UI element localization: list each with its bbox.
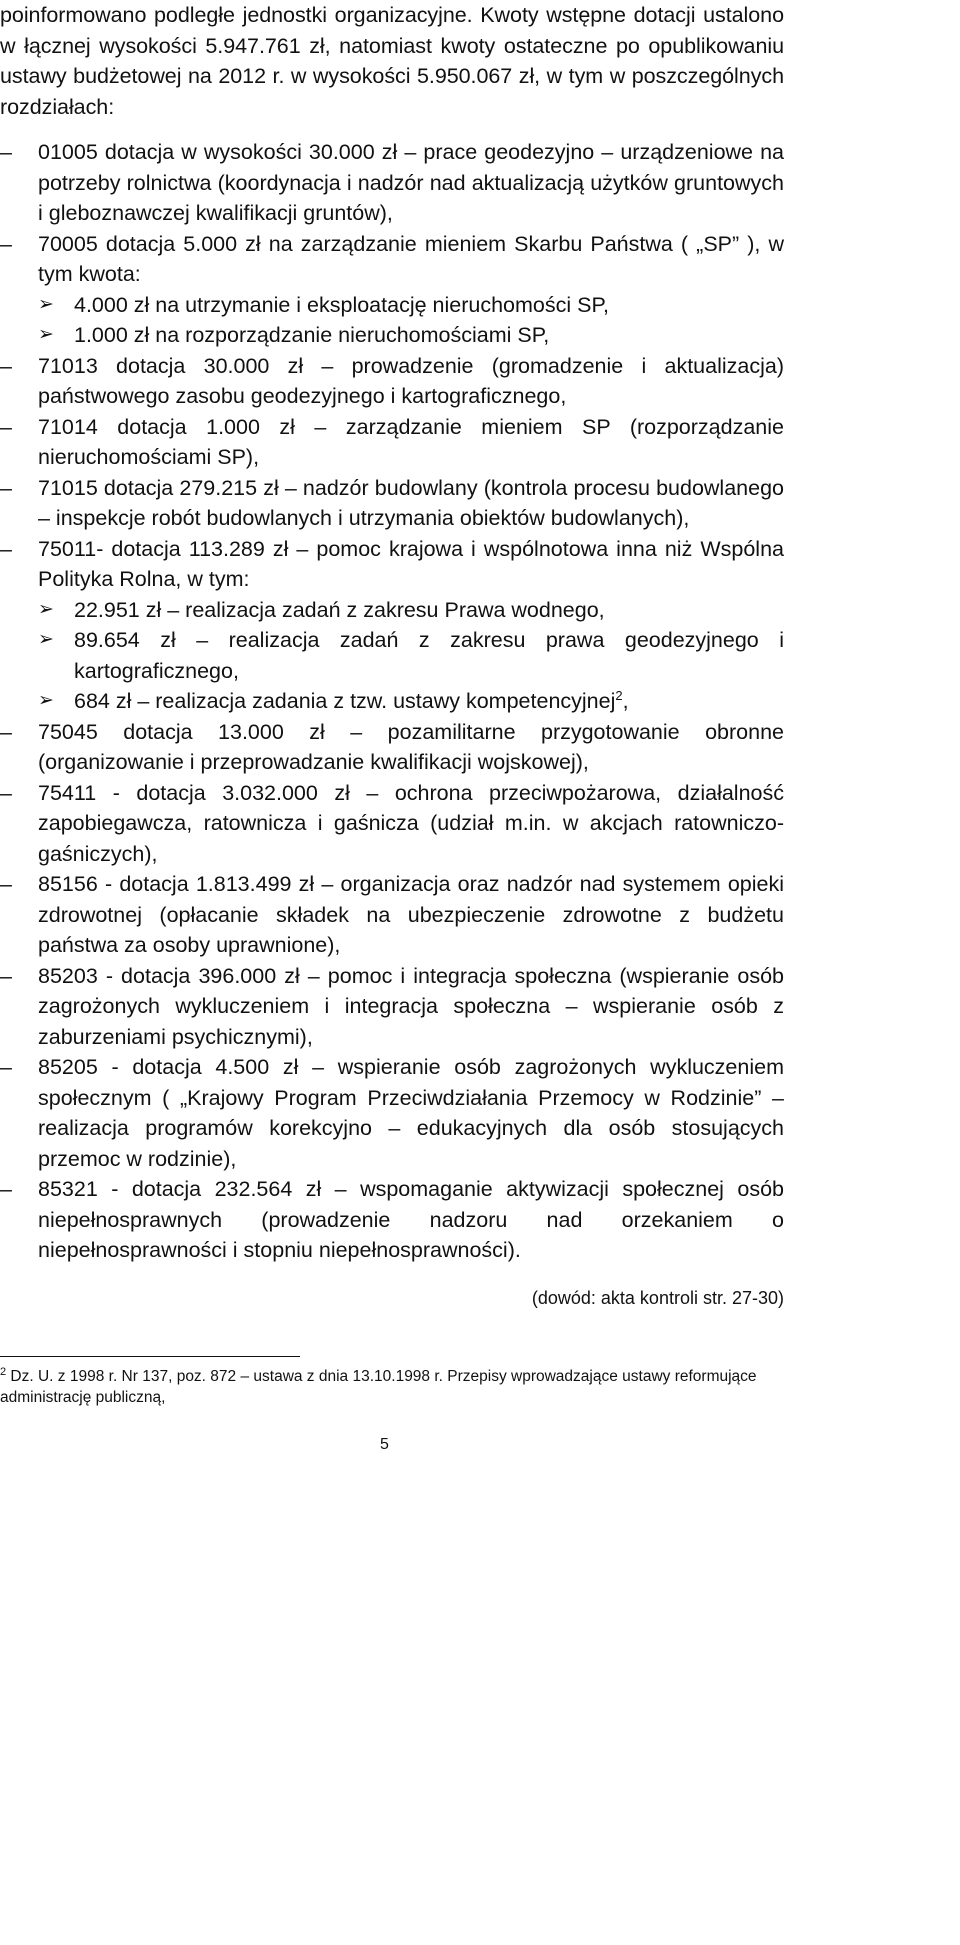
item-text: 71013 dotacja 30.000 zł – prowadzenie (gromadzenie i aktualizacja) państwowego zasobu geodezyjnego i kartograficznego, (38, 353, 784, 408)
item-text: 71014 dotacja 1.000 zł – zarządzanie mieniem SP (rozporządzanie nieruchomościami SP), (38, 414, 784, 469)
dash-bullet: – (0, 140, 12, 164)
item-text: 85205 - dotacja 4.500 zł – wspieranie osób zagrożonych wykluczeniem społecznym ( „Krajowy Program Przeciwdziałania Przemocy w Rodzinie” – realizacja programów korekcyjno – edukacyjnych dla osób stosujących przemoc w rodzinie), (38, 1055, 784, 1171)
dash-bullet: – (0, 353, 12, 378)
dash-bullet: – (0, 1177, 12, 1201)
item-text: 70005 dotacja 5.000 zł na zarządzanie mieniem Skarbu Państwa ( „SP” ), w tym kwota: (38, 231, 784, 286)
source-reference: (dowód: akta kontroli str. 27-30) (531, 1288, 784, 1308)
intro-paragraph: poinformowano podległe jednostki organizacyjne. Kwoty wstępne dotacji ustalono w łącznej wysokości 5.947.761 zł, natomiast kwoty ostateczne po opublikowaniu ustawy budżetowej na 2012 r. w wysokości 5.950.067 zł, w tym w poszczególnych rozdziałach: (0, 3, 784, 119)
footnote-divider (0, 1356, 300, 1357)
footnote-mark: 2 (0, 1365, 7, 1378)
footnote-text: Dz. U. z 1998 r. Nr 137, poz. 872 – ustawa z dnia 13.10.1998 r. Przepisy wprowadzające ustawy reformujące administrację publiczną, (0, 1368, 757, 1406)
list-item (0, 869, 784, 961)
allocation-list (0, 137, 784, 1266)
item-text: 75011- dotacja 113.289 zł – pomoc krajowa i wspólnotowa inna niż Wspólna Polityka Rolna, w tym: (38, 536, 784, 591)
item-text: 85203 - dotacja 396.000 zł – pomoc i integracja społeczna (wspieranie osób zagrożonych wykluczeniem i integracja społeczna – wspieranie osób z zaburzeniami psychicznymi), (38, 963, 784, 1049)
arrow-bullet-icon: ➢ (38, 293, 54, 315)
sublist-text: 1.000 zł na rozporządzanie nieruchomościami SP, (74, 323, 550, 347)
dash-bullet: – (0, 872, 12, 896)
list-item (0, 137, 784, 229)
sublist-item (0, 625, 784, 686)
item-text: 85321 - dotacja 232.564 zł – wspomaganie aktywizacji społecznej osób niepełnosprawnych (prowadzenie nadzoru nad orzekaniem o niepełnosprawności i stopniu niepełnosprawności). (38, 1177, 784, 1262)
list-item (0, 534, 784, 595)
item-text: 75045 dotacja 13.000 zł – pozamilitarne przygotowanie obronne (organizowanie i przeprowadzanie kwalifikacji wojskowej), (38, 719, 784, 774)
item-text: 85156 - dotacja 1.813.499 zł – organizacja oraz nadzór nad systemem opieki zdrowotnej (opłacanie składek na ubezpieczenie zdrowotne z budżetu państwa za osoby uprawnione), (38, 872, 784, 957)
list-item (0, 229, 784, 290)
sublist-text-main: 684 zł – realizacja zadania z tzw. ustawy kompetencyjnej (74, 689, 616, 713)
arrow-bullet-icon: ➢ (38, 598, 54, 620)
sublist-item (0, 320, 784, 351)
sublist-text: 89.654 zł – realizacja zadań z zakresu prawa geodezyjnego i kartograficznego, (74, 628, 784, 683)
list-item (0, 412, 784, 473)
arrow-bullet-icon: ➢ (38, 629, 54, 650)
item-text: 75411 - dotacja 3.032.000 zł – ochrona przeciwpożarowa, działalność zapobiegawcza, ratownicza i gaśnicza (udział m.in. w akcjach ratowniczo-gaśniczych), (38, 780, 784, 866)
dash-bullet: – (0, 963, 12, 988)
item-text: 71015 dotacja 279.215 zł – nadzór budowlany (kontrola procesu budowlanego – inspekcje robót budowlanych i utrzymania obiektów budowlanych), (38, 475, 784, 530)
list-item (0, 961, 784, 1053)
arrow-bullet-icon: ➢ (38, 324, 54, 345)
list-item (0, 717, 784, 778)
footnote (0, 1366, 776, 1408)
sublist-text: 22.951 zł – realizacja zadań z zakresu Prawa wodnego, (74, 597, 605, 622)
list-item (0, 1052, 784, 1174)
dash-bullet: – (0, 780, 12, 805)
dash-bullet: – (0, 536, 12, 561)
sublist-75011 (0, 595, 784, 717)
dash-bullet: – (0, 719, 12, 744)
page-number: 5 (380, 1436, 389, 1453)
dash-bullet: – (0, 231, 12, 256)
sublist-item (0, 290, 784, 321)
footnote-ref: 2 (615, 687, 623, 703)
dash-bullet: – (0, 1055, 12, 1079)
sublist-item (0, 686, 784, 717)
sublist-text (74, 686, 784, 717)
list-item (0, 1174, 784, 1266)
arrow-bullet-icon: ➢ (38, 690, 54, 711)
list-item (0, 351, 784, 412)
item-text: 01005 dotacja w wysokości 30.000 zł – prace geodezyjno – urządzeniowe na potrzeby rolnictwa (koordynacja i nadzór nad aktualizacją użytków gruntowych i gleboznawczej kwalifikacji gruntów), (38, 140, 784, 225)
sublist-70005 (0, 290, 784, 351)
dash-bullet: – (0, 475, 12, 500)
list-item (0, 778, 784, 870)
dash-bullet: – (0, 414, 12, 439)
sublist-item (0, 595, 784, 626)
sublist-text: 4.000 zł na utrzymanie i eksploatację nieruchomości SP, (74, 292, 610, 317)
sublist-text-tail: , (622, 689, 629, 713)
list-item (0, 473, 784, 534)
